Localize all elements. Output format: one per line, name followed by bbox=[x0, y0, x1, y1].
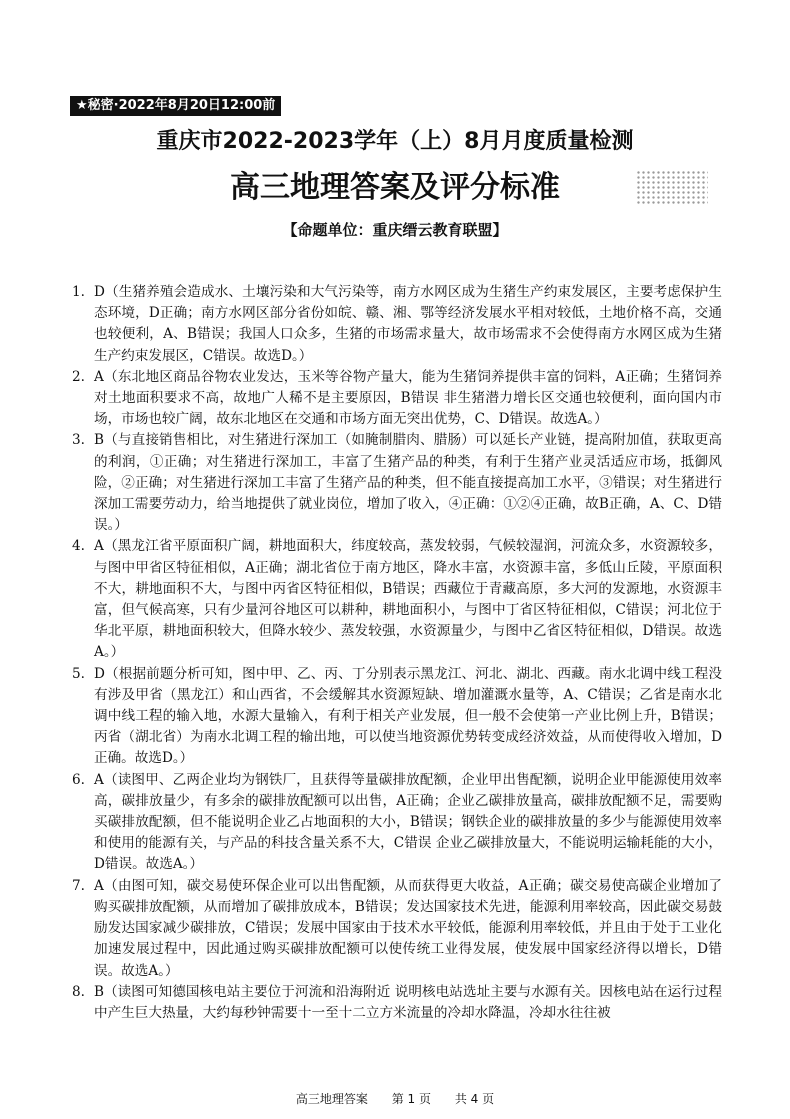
answer-text: D（生猪养殖会造成水、土壤污染和大气污染等，南方水网区成为生猪生产约束发展区，主要考虑保护生态环境，D正确；南方水网区部分省份如皖、赣、湘、鄂等经济发展水平相对较低，土地价格不高，交通也较便利，A、B错误；我国人口众多，生猪的市场需求量大，故市场需求不会使得南方水网区成为生猪生产约束发展区，C错误。故选D。） bbox=[94, 284, 722, 364]
answer-number: 7. bbox=[72, 877, 85, 894]
answer-number: 1. bbox=[72, 284, 85, 300]
confidential-tag: ★秘密·2022年8月20日12:00前 bbox=[70, 96, 281, 116]
answer-text: A（读图甲、乙两企业均为钢铁厂，且获得等量碳排放配额，企业甲出售配额，说明企业甲能源使用效率高，碳排放量少，有多余的碳排放配额可以出售，A正确；企业乙碳排放量高，碳排放配额不足，需要购买碳排放配额，但不能说明企业乙占地面积的大小，B错误；钢铁企业的碳排放量的多少与能源使用效率和使用的能源有关，与产品的科技含量关系不大，C错误 企业乙碳排放量大，不能说明运输耗能的大小，D错误。故选A。） bbox=[94, 771, 722, 873]
footer-doc-name: 高三地理答案 bbox=[295, 1092, 368, 1106]
footer-total-pages: 共 4 页 bbox=[454, 1092, 495, 1106]
answer-text: A（东北地区商品谷物农业发达，玉米等谷物产量大，能为生猪饲养提供丰富的饲料，A正确；生猪饲养对土地面积要求不高，故地广人稀不是主要原因，B错误 非生猪潜力增长区交通也较便利，面向国内市场，市场也较广阔，故东北地区在交通和市场方面无突出优势，C、D错误。故选A。） bbox=[94, 368, 722, 428]
document-title: 高三地理答案及评分标准 bbox=[230, 170, 560, 205]
answer-item bbox=[72, 536, 722, 663]
answer-item bbox=[72, 282, 722, 367]
answer-text: A（黑龙江省平原面积广阔，耕地面积大，纬度较高，蒸发较弱，气候较湿润，河流众多，水资源较多，与图中甲省区特征相似，A正确；湖北省位于南方地区，降水丰富，水资源丰富，多低山丘陵，平原面积不大，耕地面积不大，与图中丙省区特征相似，B错误；西藏位于青藏高原，多大河的发源地，水资源丰富，但气候高寒，只有少量河谷地区可以耕种，耕地面积小，与图中丁省区特征相似，C错误；河北位于华北平原，耕地面积较大，但降水较少、蒸发较强，水资源量少，与图中乙省区特征相似，D错误。故选A。） bbox=[94, 538, 722, 661]
answer-item bbox=[72, 876, 722, 982]
answer-item bbox=[72, 770, 722, 876]
answer-text: B（与直接销售相比，对生猪进行深加工（如腌制腊肉、腊肠）可以延长产业链，提高附加值，获取更高的利润，①正确；对生猪进行深加工，丰富了生猪产品的种类，有利于生猪产业灵活适应市场，抵御风险，②正确；对生猪进行深加工丰富了生猪产品的种类，但不能直接提高加工水平，③错误；对生猪进行深加工需要劳动力，给当地提供了就业岗位，增加了收入，④正确：①②④正确，故B正确，A、C、D错误。） bbox=[94, 432, 722, 534]
answer-number: 8. bbox=[72, 983, 85, 1000]
answer-item bbox=[72, 367, 722, 431]
answer-number: 3. bbox=[72, 432, 85, 449]
answer-number: 4. bbox=[72, 538, 85, 555]
answer-text: D（根据前题分析可知，图中甲、乙、丙、丁分别表示黑龙江、河北、湖北、西藏。南水北调中线工程没有涉及甲省（黑龙江）和山西省，不会缓解其水资源短缺、增加灌溉水量等，A、C错误；乙省是南水北调中线工程的输入地，水源大量输入，有利于相关产业发展，但一般不会使第一产业比例上升，B错误；丙省（湖北省）为南水北调工程的输出地，可以使当地资源优势转变成经济效益，从而使得收入增加，D正确。故选D。） bbox=[94, 665, 722, 767]
answer-number: 6. bbox=[72, 771, 85, 788]
answer-number: 5. bbox=[72, 665, 85, 682]
answer-list bbox=[72, 282, 722, 1024]
answer-item bbox=[72, 664, 722, 770]
dot-pattern-decoration bbox=[636, 170, 708, 204]
answer-text: A（由图可知，碳交易使环保企业可以出售配额，从而获得更大收益，A正确；碳交易使高碳企业增加了购买碳排放配额，从而增加了碳排放成本，B错误；发达国家技术先进，能源利用率较高，因此碳交易鼓励发达国家减少碳排放，C错误；发展中国家由于技术水平较低，能源利用率较低，并且由于处于工业化加速发展过程中，因此通过购买碳排放配额可以使传统工业得发展，使发展中国家经济得以增长，D错误。故选A。） bbox=[94, 877, 722, 979]
author-unit: 【命题单位：重庆缙云教育联盟】 bbox=[282, 221, 508, 239]
footer-page-number: 第 1 页 bbox=[391, 1092, 431, 1106]
answer-item bbox=[72, 982, 722, 1024]
answer-item bbox=[72, 430, 722, 536]
exam-title: 重庆市2022-2023学年（上）8月月度质量检测 bbox=[156, 129, 634, 154]
answer-text: B（读图可知德国核电站主要位于河流和沿海附近 说明核电站选址主要与水源有关。因核电站在运行过程中产生巨大热量，大约每秒钟需要十一至十二立方米流量的冷却水降温，冷却水往往被 bbox=[94, 983, 722, 1021]
answer-number: 2. bbox=[72, 368, 85, 385]
page-footer bbox=[0, 1090, 790, 1107]
